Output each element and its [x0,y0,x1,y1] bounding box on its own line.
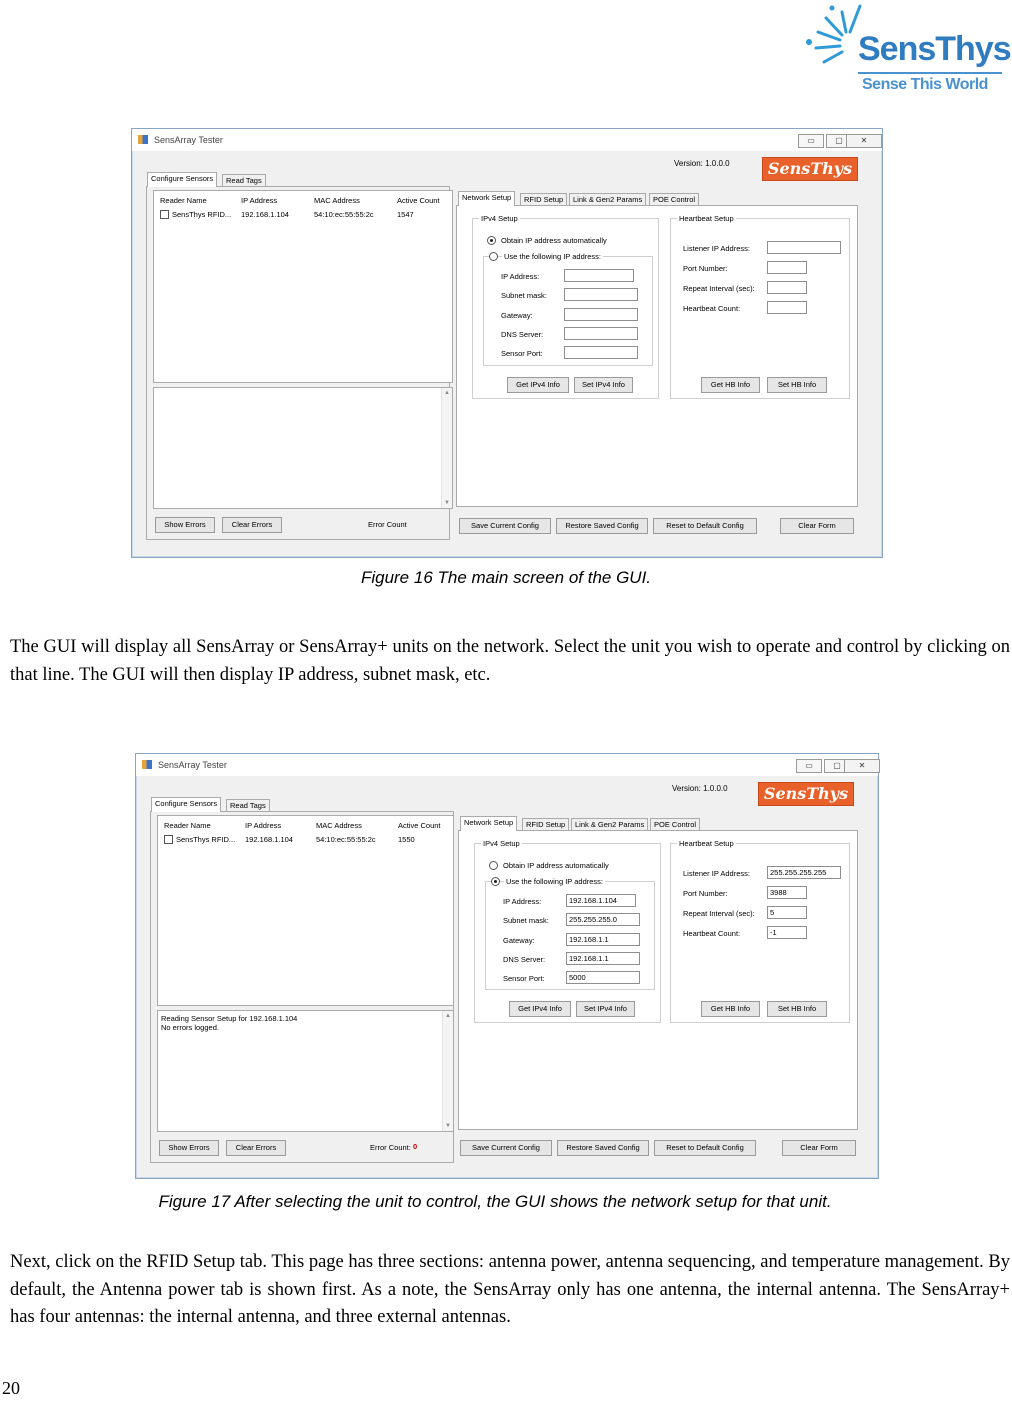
minimize-button[interactable]: ▭ [796,759,822,773]
row-ip[interactable]: 192.168.1.104 [241,210,289,219]
tab-read-tags[interactable]: Read Tags [222,174,266,187]
dns-label: DNS Server: [503,955,546,964]
radio-auto-label: Obtain IP address automatically [503,861,609,870]
port-field[interactable]: 5000 [566,971,640,984]
ip-label: IP Address: [501,272,540,281]
gateway-field[interactable]: 192.168.1.1 [566,933,640,946]
listener-field[interactable]: 255.255.255.255 [767,866,841,879]
col-reader-name[interactable]: Reader Name [160,196,207,205]
window-client [138,153,876,551]
maximize-button[interactable]: ▢ [824,759,850,773]
col-mac-address[interactable]: MAC Address [316,821,362,830]
subnet-label: Subnet mask: [501,291,547,300]
row-reader-name[interactable]: SensThys RFID... [176,835,236,844]
set-hb-button[interactable]: Set HB Info [767,1001,827,1017]
tab-poe-control[interactable]: POE Control [649,193,699,206]
listener-label: Listener IP Address: [683,244,750,253]
tab-network-setup[interactable]: Network Setup [458,191,515,206]
get-hb-button[interactable]: Get HB Info [701,377,760,393]
col-active-count[interactable]: Active Count [397,196,440,205]
listener-field[interactable] [767,241,841,254]
page-number: 20 [2,1378,20,1398]
tab-network-setup[interactable]: Network Setup [460,816,517,831]
port-field[interactable] [564,346,638,359]
dns-label: DNS Server: [501,330,544,339]
show-errors-button[interactable]: Show Errors [159,1140,219,1156]
dns-field[interactable]: 192.168.1.1 [566,952,640,965]
row-count[interactable]: 1547 [397,210,414,219]
tab-read-tags[interactable]: Read Tags [226,799,270,812]
gateway-label: Gateway: [501,311,533,320]
tab-link-gen2[interactable]: Link & Gen2 Params [569,193,646,206]
set-ipv4-button[interactable]: Set IPv4 Info [576,1001,635,1017]
sunburst-icon [802,2,862,72]
figure16-caption: Figure 16 The main screen of the GUI. [360,568,652,587]
network-setup-panel [456,205,858,507]
repeat-label: Repeat Interval (sec): [683,909,755,918]
restore-config-button[interactable]: Restore Saved Config [557,1140,649,1156]
row-mac[interactable]: 54:10:ec:55:55:2c [316,835,376,844]
window-client [142,778,872,1172]
title-bar [136,754,878,776]
col-active-count[interactable]: Active Count [398,821,441,830]
paragraph-2: Next, click on the RFID Setup tab. This page has three sections: antenna power, antenna sequencing, and temperature management. By default, the Antenna power tab is shown first. As a note, the SensArray only has one antenna, the internal antenna. The SensArray+ has four antennas: the internal antenna, and three external antennas. [10,1252,1010,1327]
reader-list [157,815,454,1006]
brand-logo: SensThys [762,157,858,181]
get-ipv4-button[interactable]: Get IPv4 Info [509,1001,571,1017]
logo-divider [858,72,1002,74]
ipv4-group [472,214,659,399]
tab-rfid-setup[interactable]: RFID Setup [520,193,567,206]
hb-port-label: Port Number: [683,264,728,273]
app-icon [138,135,148,144]
tab-rfid-setup[interactable]: RFID Setup [522,818,569,831]
radio-manual[interactable] [491,877,500,886]
hb-port-field[interactable]: 3988 [767,886,807,899]
reader-list [153,190,453,383]
manual-ip-group [485,877,655,990]
hb-port-field[interactable] [767,261,807,274]
app-icon [142,760,152,769]
col-reader-name[interactable]: Reader Name [164,821,211,830]
version-label: Version: 1.0.0.0 [674,159,730,168]
log-line: Reading Sensor Setup for 192.168.1.104 [161,1014,298,1023]
port-label: Sensor Port: [501,349,543,358]
close-button[interactable]: ✕ [846,134,882,148]
subnet-field[interactable] [564,288,638,301]
radio-auto[interactable] [489,861,498,870]
ip-field[interactable] [564,269,634,282]
row-ip[interactable]: 192.168.1.104 [245,835,293,844]
ipv4-group [474,839,661,1023]
heartbeat-title: Heartbeat Setup [679,839,734,848]
reset-config-button[interactable]: Reset to Default Config [653,518,757,534]
repeat-field[interactable]: 5 [767,906,807,919]
clear-errors-button[interactable]: Clear Errors [226,1140,286,1156]
row-checkbox[interactable] [164,835,173,844]
gateway-label: Gateway: [503,936,535,945]
radio-manual-label: Use the following IP address: [506,877,603,886]
save-config-button[interactable]: Save Current Config [459,518,551,534]
hb-count-field[interactable]: -1 [767,926,807,939]
row-mac[interactable]: 54:10:ec:55:55:2c [314,210,374,219]
get-hb-button[interactable]: Get HB Info [701,1001,760,1017]
subnet-label: Subnet mask: [503,916,549,925]
get-ipv4-button[interactable]: Get IPv4 Info [507,377,569,393]
error-log[interactable] [153,387,453,509]
minimize-button[interactable]: ▭ [798,134,824,148]
col-ip-address[interactable]: IP Address [241,196,278,205]
ip-field[interactable]: 192.168.1.104 [566,894,636,907]
sensthys-logo [802,2,1011,102]
gateway-field[interactable] [564,308,638,321]
close-button[interactable]: ✕ [844,759,880,773]
heartbeat-group [670,839,850,1023]
version-label: Version: 1.0.0.0 [672,784,728,793]
radio-auto-label: Obtain IP address automatically [501,236,607,245]
port-label: Sensor Port: [503,974,545,983]
row-checkbox[interactable] [160,210,169,219]
tab-link-gen2[interactable]: Link & Gen2 Params [571,818,648,831]
tab-poe-control[interactable]: POE Control [650,818,700,831]
radio-auto[interactable] [487,236,496,245]
col-ip-address[interactable]: IP Address [245,821,282,830]
repeat-label: Repeat Interval (sec): [683,284,755,293]
dns-field[interactable] [564,327,638,340]
error-log[interactable] [157,1010,454,1132]
manual-ip-group [483,252,653,366]
hb-port-label: Port Number: [683,889,728,898]
error-count-value: 0 [413,1142,418,1151]
log-line: No errors logged. [161,1023,219,1032]
row-count[interactable]: 1550 [398,835,415,844]
logo-tagline: Sense This World [862,76,988,93]
hb-count-label: Heartbeat Count: [683,304,741,313]
log-scrollbar[interactable]: ▲ ▼ [441,388,452,508]
figure17-caption: Figure 17 After selecting the unit to control, the GUI shows the network setup for that unit. [158,1192,832,1211]
radio-manual[interactable] [489,252,498,261]
repeat-field[interactable] [767,281,807,294]
log-scrollbar[interactable]: ▲ ▼ [442,1011,453,1131]
clear-form-button[interactable]: Clear Form [782,1140,856,1156]
brand-logo: SensThys [758,782,854,806]
window-title: SensArray Tester [154,135,223,145]
restore-config-button[interactable]: Restore Saved Config [556,518,648,534]
ipv4-title: IPv4 Setup [481,214,518,223]
hb-count-label: Heartbeat Count: [683,929,741,938]
clear-errors-button[interactable]: Clear Errors [222,517,282,533]
hb-count-field[interactable] [767,301,807,314]
reset-config-button[interactable]: Reset to Default Config [654,1140,756,1156]
row-reader-name[interactable]: SensThys RFID... [172,210,232,219]
col-mac-address[interactable]: MAC Address [314,196,360,205]
figure17-window [135,753,879,1179]
paragraph-1: The GUI will display all SensArray or SensArray+ units on the network. Select the unit you wish to operate and control by clicking on that line. The GUI will then display IP address, subnet mask, etc. [10,637,1010,685]
network-setup-panel [458,830,858,1130]
window-title: SensArray Tester [158,760,227,770]
set-hb-button[interactable]: Set HB Info [767,377,827,393]
figure16-window [131,128,883,558]
listener-label: Listener IP Address: [683,869,750,878]
tab-configure-sensors[interactable]: Configure Sensors [147,172,217,187]
set-ipv4-button[interactable]: Set IPv4 Info [574,377,633,393]
logo-name: SensThys [858,30,1011,68]
error-count-label: Error Count: [370,1143,411,1152]
error-count-label: Error Count [368,520,407,529]
show-errors-button[interactable]: Show Errors [155,517,215,533]
ipv4-title: IPv4 Setup [483,839,520,848]
title-bar [132,129,882,151]
radio-manual-label: Use the following IP address: [504,252,601,261]
subnet-field[interactable]: 255.255.255.0 [566,913,640,926]
tab-configure-sensors[interactable]: Configure Sensors [151,797,221,812]
maximize-button[interactable]: ▢ [826,134,852,148]
heartbeat-group [670,214,850,399]
save-config-button[interactable]: Save Current Config [460,1140,552,1156]
clear-form-button[interactable]: Clear Form [780,518,854,534]
heartbeat-title: Heartbeat Setup [679,214,734,223]
ip-label: IP Address: [503,897,542,906]
